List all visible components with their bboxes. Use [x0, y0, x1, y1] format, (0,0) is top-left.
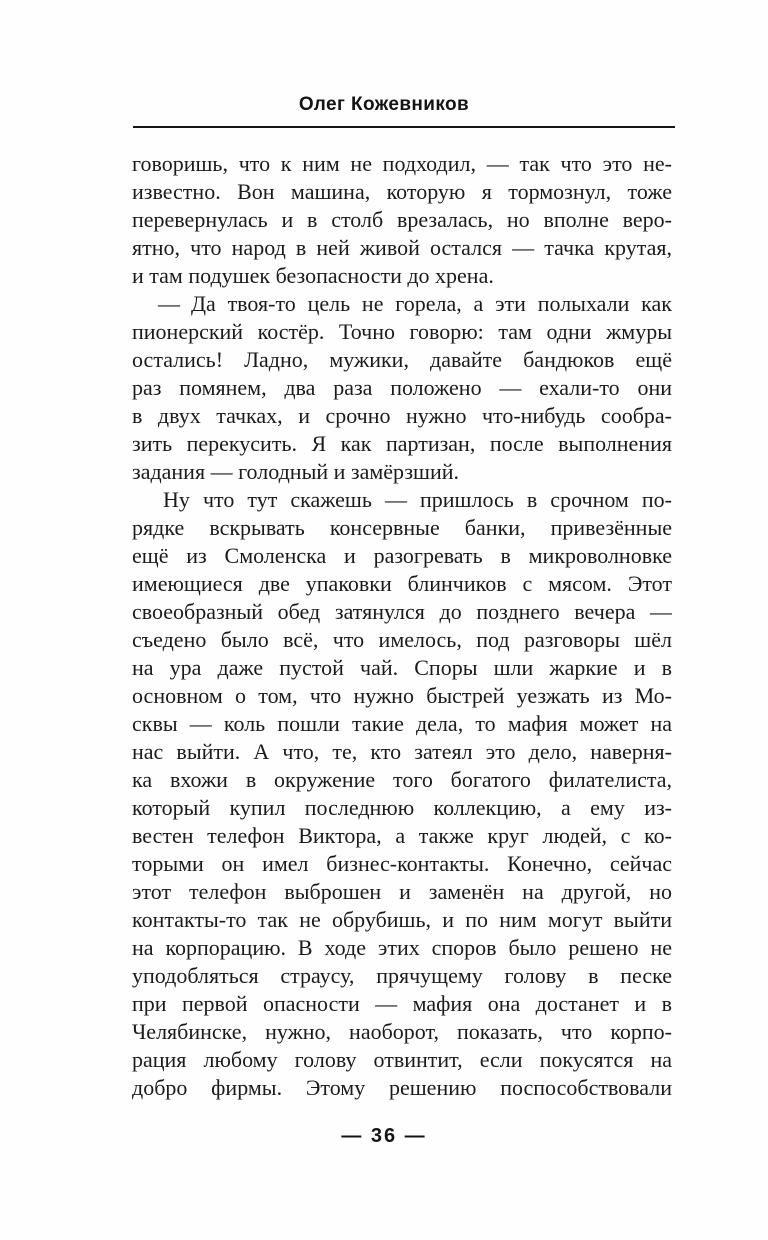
text-line: основном о том, что нужно быстрей уезжать из Мо-	[132, 683, 672, 708]
text-line: при первой опасности — мафия она достанет и в	[132, 991, 672, 1016]
text-line: рядке вскрывать консервные банки, привезённые	[132, 515, 672, 540]
text-line: уподобляться страусу, прячущему голову в песке	[132, 963, 672, 988]
text-line: на ура даже пустой чай. Споры шли жаркие и в	[132, 655, 672, 680]
text-line: нас выйти. А что, те, кто затеял это дело, наверня-	[132, 739, 672, 764]
text-line: ятно, что народ в ней живой остался — тачка крутая,	[132, 235, 672, 260]
header-divider	[133, 126, 675, 128]
text-line: перевернулась и в столб врезалась, но вполне веро-	[132, 207, 672, 232]
text-line: — Да твоя-то цель не горела, а эти полыхали как	[158, 291, 672, 316]
paragraph	[132, 290, 672, 486]
text-line: раз помянем, два раза положено — ехали-то они	[132, 375, 672, 400]
text-line: и там подушек безопасности до хрена.	[132, 263, 494, 288]
text-line: вестен телефон Виктора, а также круг людей, с ко-	[132, 823, 672, 848]
text-line: контакты-то так не обрубишь, и по ним могут выйти	[132, 907, 672, 932]
text-line: добро фирмы. Этому решению поспособствовали	[132, 1075, 672, 1100]
text-line: говоришь, что к ним не подходил, — так что это не-	[132, 151, 672, 176]
text-line: известно. Вон машина, которую я тормознул, тоже	[132, 179, 672, 204]
text-line: ещё из Смоленска и разогревать в микроволновке	[132, 543, 672, 568]
paragraph	[132, 486, 672, 1102]
text-line: пионерский костёр. Точно говорю: там одни жмуры	[132, 319, 672, 344]
text-line: Ну что тут скажешь — пришлось в срочном по-	[163, 487, 672, 512]
text-line: на корпорацию. В ходе этих споров было решено не	[132, 935, 672, 960]
book-author-header: Олег Кожевников	[298, 94, 470, 115]
text-line: этот телефон выброшен и заменён на другой, но	[132, 879, 672, 904]
text-line: остались! Ладно, мужики, давайте бандюков ещё	[132, 347, 672, 372]
text-line: зить перекусить. Я как партизан, после выполнения	[132, 431, 672, 456]
text-line: сквы — коль пошли такие дела, то мафия может на	[132, 711, 672, 736]
text-line: съедено было всё, что имелось, под разговоры шёл	[132, 627, 672, 652]
text-line: своеобразный обед затянулся до позднего вечера —	[132, 599, 672, 624]
text-line: Челябинске, нужно, наоборот, показать, что корпо-	[132, 1019, 672, 1044]
text-line: рация любому голову отвинтит, если покусятся на	[132, 1047, 672, 1072]
page-number: — 36 —	[341, 1125, 427, 1147]
text-line: задания — голодный и замёрзший.	[132, 459, 459, 484]
text-line: в двух тачках, и срочно нужно что-нибудь сообра-	[132, 403, 672, 428]
text-line: ка вхожи в окружение того богатого филателиста,	[132, 767, 672, 792]
page-body	[132, 150, 672, 1102]
text-line: имеющиеся две упаковки блинчиков с мясом. Этот	[132, 571, 672, 596]
paragraph	[132, 150, 672, 290]
text-line: который купил последнюю коллекцию, а ему из-	[132, 795, 672, 820]
text-line: торыми он имел бизнес-контакты. Конечно, сейчас	[132, 851, 672, 876]
